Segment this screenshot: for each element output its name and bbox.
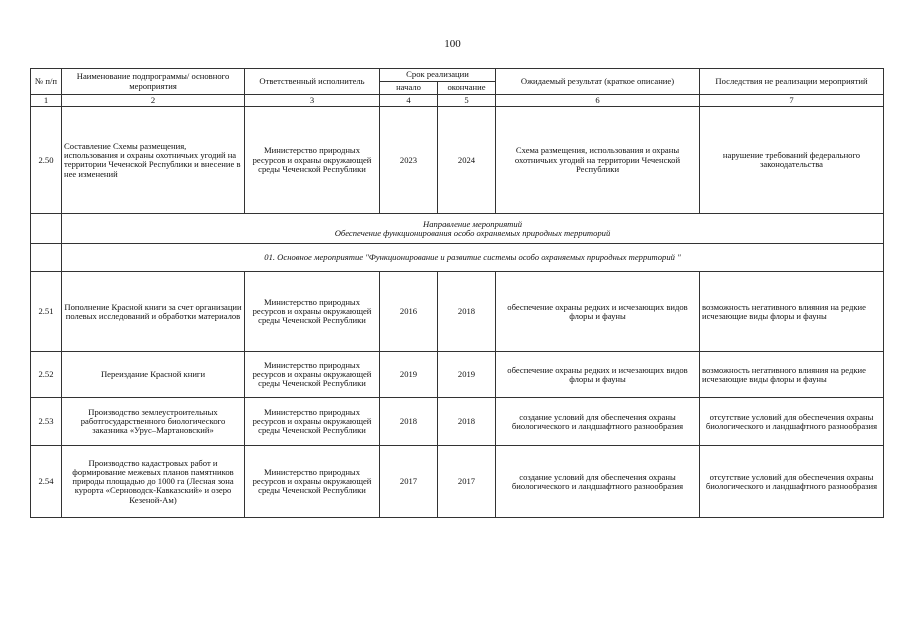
column-numbers-row	[31, 95, 884, 107]
header-num: № п/п	[31, 69, 62, 95]
row-start: 2016	[380, 272, 438, 352]
row-name: Производство кадастровых работ и формирование межевых планов памятников природы площадью до 1000 га (Лесная зона курорта «Серноводск-Кавказский» и озеро Кезеной-Ам)	[62, 446, 245, 518]
row-consequence: возможность негативного влияния на редкие исчезающие виды флоры и фауны	[700, 352, 884, 398]
row-consequence: отсутствие условий для обеспечения охраны биологического и ландшафтного разнообразия	[700, 398, 884, 446]
row-name: Переиздание Красной книги	[62, 352, 245, 398]
table-row	[31, 446, 884, 518]
col-number: 6	[496, 95, 700, 107]
section-row	[31, 214, 884, 244]
col-number: 2	[62, 95, 245, 107]
row-num: 2.50	[31, 107, 62, 214]
header-executor: Ответственный исполнитель	[245, 69, 380, 95]
row-executor: Министерство природных ресурсов и охраны окружающей среды Чеченской Республики	[245, 352, 380, 398]
row-num: 2.51	[31, 272, 62, 352]
row-executor: Министерство природных ресурсов и охраны окружающей среды Чеченской Республики	[245, 446, 380, 518]
header-consequence: Последствия не реализации мероприятий	[700, 69, 884, 95]
row-end: 2017	[438, 446, 496, 518]
section-direction-subtitle: Обеспечение функционирования особо охраняемых природных территорий	[334, 227, 611, 238]
row-start: 2023	[380, 107, 438, 214]
row-num: 2.54	[31, 446, 62, 518]
row-result: создание условий для обеспечения охраны биологического и ландшафтного разнообразия	[496, 398, 700, 446]
row-consequence: отсутствие условий для обеспечения охраны биологического и ландшафтного разнообразия	[700, 446, 884, 518]
col-number: 1	[31, 95, 62, 107]
row-executor: Министерство природных ресурсов и охраны окружающей среды Чеченской Республики	[245, 107, 380, 214]
section-row	[31, 244, 884, 272]
page-number: 100	[444, 38, 461, 50]
section-main-measure: 01. Основное мероприятие "Функционирование и развитие системы особо охраняемых природных территорий "	[62, 244, 884, 272]
header-row	[31, 69, 884, 82]
table-row	[31, 398, 884, 446]
col-number: 7	[700, 95, 884, 107]
header-start: начало	[380, 82, 438, 95]
row-start: 2018	[380, 398, 438, 446]
col-number: 3	[245, 95, 380, 107]
row-name: Составление Схемы размещения, использования и охраны охотничьих угодий на территории Чеченской Республики и внесение в нее изменений	[62, 107, 245, 214]
row-name: Пополнение Красной книги за счет организации полевых исследований и обработки материалов	[62, 272, 245, 352]
row-result: обеспечение охраны редких и исчезающих видов флоры и фауны	[496, 352, 700, 398]
row-result: обеспечение охраны редких и исчезающих видов флоры и фауны	[496, 272, 700, 352]
row-consequence: нарушение требований федерального законодательства	[700, 107, 884, 214]
section-direction	[62, 214, 884, 244]
row-start: 2017	[380, 446, 438, 518]
measures-table	[30, 68, 884, 518]
row-result: Схема размещения, использования и охраны охотничьих угодий на территории Чеченской Республики	[496, 107, 700, 214]
table-row	[31, 272, 884, 352]
col-number: 5	[438, 95, 496, 107]
row-start: 2019	[380, 352, 438, 398]
header-name: Наименование подпрограммы/ основного мероприятия	[62, 69, 245, 95]
header-end: окончание	[438, 82, 496, 95]
row-num: 2.53	[31, 398, 62, 446]
row-name: Производство землеустроительных работгосударственного биологического заказника «Урус–Мартановский»	[62, 398, 245, 446]
header-period: Срок реализации	[380, 69, 496, 82]
row-end: 2018	[438, 398, 496, 446]
row-consequence: возможность негативного влияния на редкие исчезающие виды флоры и фауны	[700, 272, 884, 352]
row-result: создание условий для обеспечения охраны биологического и ландшафтного разнообразия	[496, 446, 700, 518]
row-end: 2024	[438, 107, 496, 214]
row-num: 2.52	[31, 352, 62, 398]
table-row	[31, 107, 884, 214]
row-executor: Министерство природных ресурсов и охраны окружающей среды Чеченской Республики	[245, 398, 380, 446]
table-row	[31, 352, 884, 398]
row-executor: Министерство природных ресурсов и охраны окружающей среды Чеченской Республики	[245, 272, 380, 352]
section-direction-title: Направление мероприятий	[422, 218, 522, 229]
header-result: Ожидаемый результат (краткое описание)	[496, 69, 700, 95]
row-end: 2019	[438, 352, 496, 398]
row-end: 2018	[438, 272, 496, 352]
col-number: 4	[380, 95, 438, 107]
